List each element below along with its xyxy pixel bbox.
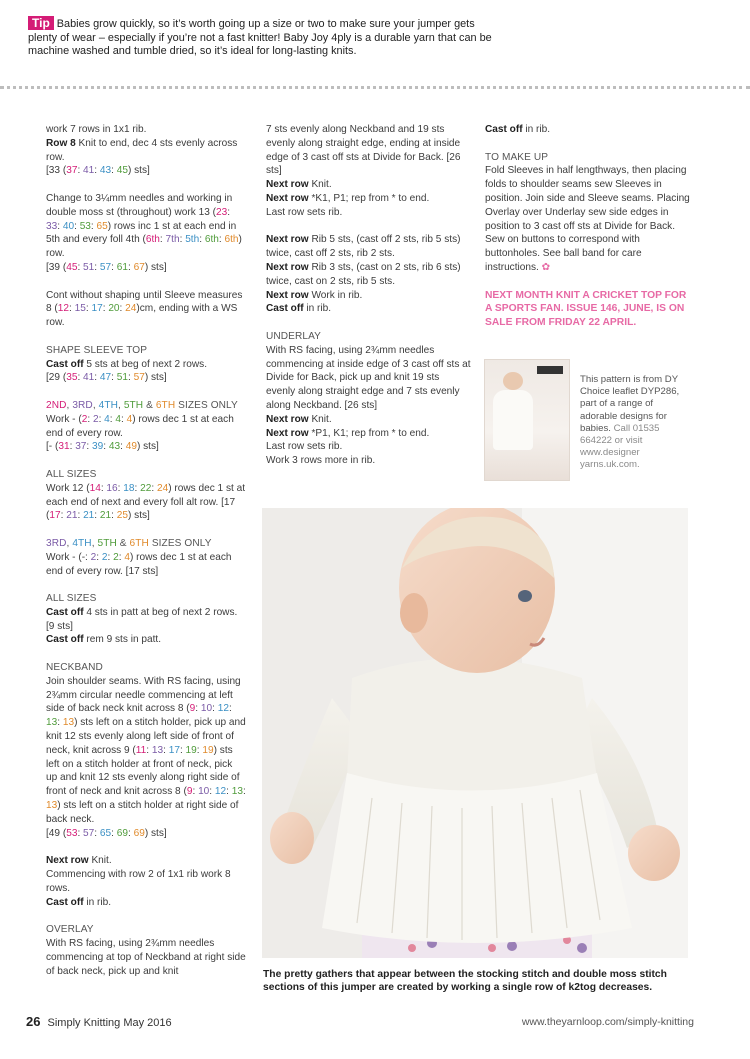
column-2 xyxy=(266,123,471,482)
dotted-divider xyxy=(0,86,750,89)
count-5: [17 (17: 21: 21: 21: 25) sts] xyxy=(46,496,236,522)
column-3 xyxy=(485,123,690,329)
baby-illustration xyxy=(262,508,688,958)
count-4: [- (31: 37: 39: 43: 49) sts] xyxy=(46,441,159,453)
count-2: [39 (45: 51: 57: 61: 67) sts] xyxy=(46,261,167,273)
baby-photo xyxy=(262,508,688,958)
tip-text: Babies grow quickly, so it’s worth going up a size or two to make sure your jumper gets plenty of wear – especially if you’re not a fast knitter! Baby Joy 4ply is a durable yarn that can be machine washed and tumble dried, so it’s ideal for long-lasting knits. xyxy=(28,18,492,57)
col1-para-9: NECKBAND Join shoulder seams. With RS facing, using 2¾mm circular needle commencing at left side of back neck knit across 8 (9: 10: 12: 13: 13) sts left on a stitch holder, pick up and knit 12 sts evenly along left side of front of neck, knit across 9 (11: 13: 17: 19: 19) sts left on a stitch holder at front of neck, pick up and knit 12 sts evenly along right side of front of neck and knit across 8 (9: 10: 12: 13: 13) sts left on a stitch holder at right side of back neck. [49 (53: 57: 65: 69: 69) sts] xyxy=(46,662,246,839)
col3-para-1: Cast off in rib. xyxy=(485,124,551,135)
heading-all-sizes: ALL SIZES xyxy=(46,468,97,480)
yarn-ball-icon: ✿ xyxy=(541,261,551,273)
text: work 7 rows in 1x1 rib. xyxy=(46,124,147,135)
col1-para-8: ALL SIZES Cast off 4 sts in patt at beg of next 2 rows. [9 sts] Cast off rem 9 sts in patt. xyxy=(46,592,246,647)
count-6: [49 (53: 57: 65: 69: 69) sts] xyxy=(46,827,167,839)
count-3: [29 (35: 41: 47: 51: 57) sts] xyxy=(46,372,167,384)
footer-url[interactable]: www.theyarnloop.com/simply-knitting xyxy=(521,1016,694,1028)
col1-para-2: Change to 3¼mm needles and working in double moss st (throughout) work 13 (23: 33: 40: 53: 65) rows inc 1 st at each end in 5th and every foll 4th (6th: 7th: 5th: 6th: 6th) row. [39 (45: 51: 57: 61: 67) sts] xyxy=(46,192,242,273)
photo-caption: The pretty gathers that appear between the stocking stitch and double moss stitch sections of this jumper are created by working a single row of k2tog decreases. xyxy=(263,969,667,994)
col2-para-3: UNDERLAY With RS facing, using 2¾mm needles commencing at inside edge of 3 cast off sts at Divide for Back, pick up and knit 19 sts evenly along straight edge and 7 sts evenly along Neckband. [26 sts] Next row Knit. Next row *P1, K1; rep from * to end. Last row sets rib. Work 3 rows more in rib. xyxy=(266,330,471,467)
count-1: [33 (37: 41: 43: 45) sts] xyxy=(46,165,150,177)
col2-para-1: 7 sts evenly along Neckband and 19 sts evenly along straight edge, ending at inside edge of 3 cast off sts at Divide for Back. [26 sts] Next row Knit. Next row *K1, P1; rep from * to end. Last row sets rib. xyxy=(266,124,461,218)
col1-para-4: SHAPE SLEEVE TOP Cast off 5 sts at beg of next 2 rows. [29 (35: 41: 47: 51: 57) sts] xyxy=(46,344,246,385)
col1-para-1 xyxy=(46,123,246,178)
col1-para-5: 2ND, 3RD, 4TH, 5TH & 6TH SIZES ONLY Work - (2: 2: 4: 4: 4) rows dec 1 st at each end of every row. [- (31: 37: 39: 43: 49) sts] xyxy=(46,399,246,454)
col1-para-3: Cont without shaping until Sleeve measures 8 (12: 15: 17: 20: 24)cm, ending with a WS row. xyxy=(46,289,243,329)
page-number: 26 xyxy=(26,1014,41,1029)
leaflet-thumbnail xyxy=(484,359,570,481)
heading-overlay: OVERLAY xyxy=(46,924,94,936)
col2-para-2: Next row Rib 5 sts, (cast off 2 sts, rib 5 sts) twice, cast off 2 sts, rib 2 sts. Next row Rib 3 sts, (cast on 2 sts, rib 6 sts) twice, cast on 2 sts, rib 5 sts. Next row Work in rib. Cast off in rib. xyxy=(266,234,461,315)
heading-sizes-only-2: 3RD, 4TH, 5TH & 6TH SIZES ONLY xyxy=(46,537,212,549)
heading-shape-sleeve: SHAPE SLEEVE TOP xyxy=(46,344,148,356)
page-footer xyxy=(26,1014,694,1032)
magazine-issue: Simply Knitting May 2016 xyxy=(47,1017,172,1029)
text: Knit to end, dec 4 sts evenly across row. xyxy=(46,137,238,163)
leaflet-promo-text: This pattern is from DY Choice leaflet DYP286, part of a range of adorable designs for babies. Call 01535 664222 or visit www.designer yarns.uk.com. xyxy=(580,374,680,471)
tip-badge: Tip xyxy=(28,16,54,30)
col1-para-10: Next row Knit. Commencing with row 2 of 1x1 rib work 8 rows. Cast off in rib. xyxy=(46,855,231,908)
col1-para-11: OVERLAY With RS facing, using 2¾mm needles commencing at top of Neckband at right side of back neck, pick up and knit xyxy=(46,924,246,977)
tip-box xyxy=(28,16,498,59)
heading-all-sizes-2: ALL SIZES xyxy=(46,593,97,605)
heading-to-make-up: TO MAKE UP xyxy=(485,151,549,163)
next-month-notice: NEXT MONTH KNIT A CRICKET TOP FOR A SPORTS FAN. ISSUE 146, JUNE, IS ON SALE FROM FRIDAY 22 APRIL. xyxy=(485,289,687,328)
column-1 xyxy=(46,123,246,992)
col1-para-6: ALL SIZES Work 12 (14: 16: 18: 22: 24) rows dec 1 st at each end of next and every foll alt row. [17 (17: 21: 21: 21: 25) sts] xyxy=(46,468,246,522)
col3-para-2: TO MAKE UP Fold Sleeves in half lengthways, then placing folds to shoulder seams sew Sleeves in position. Join side and Sleeve seams. Placing Overlay over Underlay sew side edges in position to 3 cast off sts at Divide for Back. Sew on buttons to correspond with buttonholes. See ball band for care instructions. ✿ xyxy=(485,151,690,273)
leaflet-promo xyxy=(484,359,684,481)
col1-para-7: 3RD, 4TH, 5TH & 6TH SIZES ONLY Work - (-: 2: 2: 2: 4) rows dec 1 st at each end of every row. [17 sts] xyxy=(46,537,246,578)
heading-underlay: UNDERLAY xyxy=(266,330,322,342)
heading-sizes-only: 2ND, 3RD, 4TH, 5TH & 6TH SIZES ONLY xyxy=(46,399,238,411)
row-label: Row 8 xyxy=(46,137,76,149)
heading-neckband: NECKBAND xyxy=(46,662,103,674)
